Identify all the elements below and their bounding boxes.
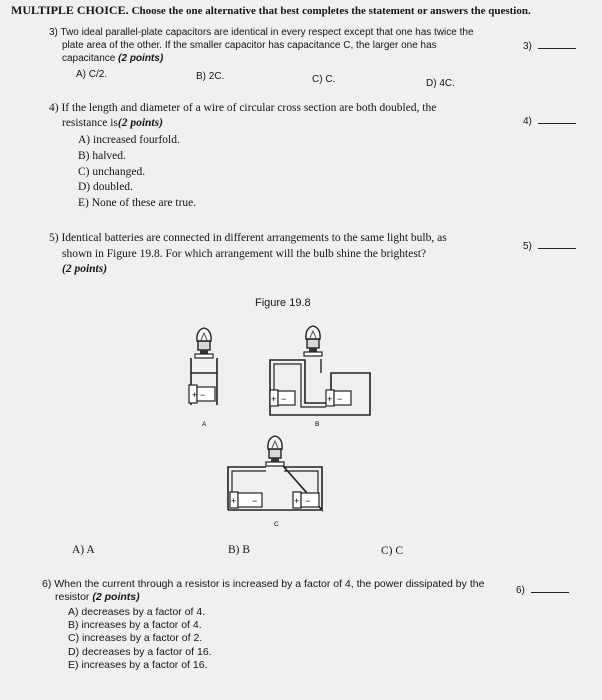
battery-plus: + [192,390,198,400]
answer-label: 4) [523,116,532,127]
circuit-a [189,328,217,428]
answer-label: 6) [516,585,525,596]
question-points: (2 points) [62,263,108,275]
circuit-c [228,436,322,528]
answer-line[interactable] [538,113,576,124]
battery-minus: − [305,496,311,506]
battery-minus: − [281,394,287,404]
bulb-icon [195,328,213,358]
battery-minus: − [200,390,206,400]
answer-blank-6[interactable] [516,582,569,597]
circuit-b [270,326,370,428]
question-line-with-points [62,117,163,130]
battery-plus: + [271,394,277,404]
question-points: (2 points) [118,53,164,64]
choice-5b[interactable]: B) B [228,544,251,556]
choice-4a[interactable]: A) increased fourfold. [78,134,180,146]
question-number: 4) [49,102,59,114]
choice-4b[interactable]: B) halved. [78,150,126,162]
question-line: capacitance [62,53,116,64]
question-5 [49,232,447,245]
battery-minus: − [252,496,258,506]
choice-3b[interactable]: B) 2C. [196,71,225,82]
answer-blank-3[interactable] [523,38,576,53]
choice-6d[interactable]: D) decreases by a factor of 16. [68,646,212,658]
bulb-icon [304,326,322,356]
choice-4d[interactable]: D) doubled. [78,181,133,193]
choice-6c[interactable]: C) increases by a factor of 2. [68,632,203,644]
header-title: MULTIPLE CHOICE. [11,3,129,17]
question-3 [49,27,474,39]
figure-19-8 [170,315,390,535]
answer-label: 5) [523,241,532,252]
question-number: 5) [49,232,59,244]
question-line: resistor [55,591,90,603]
bulb-icon [266,436,284,466]
choice-6e[interactable]: E) increases by a factor of 16. [68,659,208,671]
question-line: Identical batteries are connected in different arrangements to the same light bulb, as [61,232,447,244]
question-number: 3) [49,27,58,38]
question-line: resistance is [62,117,118,129]
figure-title: Figure 19.8 [255,297,311,309]
battery-plus: + [231,496,237,506]
question-line: If the length and diameter of a wire of circular cross section are both doubled, the [61,102,437,114]
choice-4e[interactable]: E) None of these are true. [78,197,197,209]
battery-minus: − [337,394,343,404]
figure-label-c: C [274,521,279,528]
choice-6b[interactable]: B) increases by a factor of 4. [68,619,202,631]
answer-line[interactable] [538,238,576,249]
figure-label-a: A [202,421,207,428]
question-points: (2 points) [117,117,163,129]
header [11,3,531,18]
question-line: Two ideal parallel-plate capacitors are identical in every respect except that one has twice the [60,27,474,38]
choice-3d[interactable]: D) 4C. [426,78,455,89]
battery-icon [238,493,262,507]
figure-label-b: B [315,421,320,428]
choice-6a[interactable]: A) decreases by a factor of 4. [68,606,206,618]
question-4 [49,102,436,115]
question-line-with-points [62,53,163,65]
battery-plus: + [294,496,300,506]
answer-line[interactable] [538,38,576,49]
choice-4c[interactable]: C) unchanged. [78,166,146,178]
battery-plus: + [327,394,333,404]
answer-line[interactable] [531,582,569,593]
choice-3c[interactable]: C) C. [312,74,336,85]
header-instructions: Choose the one alternative that best completes the statement or answers the question. [131,5,531,17]
question-number: 6) [42,578,52,590]
choice-5a[interactable]: A) A [72,544,95,556]
answer-label: 3) [523,41,532,52]
question-line: plate area of the other. If the smaller capacitor has capacitance C, the larger one has [62,40,437,51]
choice-5c[interactable]: C) C [381,545,404,557]
question-line: shown in Figure 19.8. For which arrangement will the bulb shine the brightest? [62,248,427,260]
answer-blank-4[interactable] [523,113,576,128]
question-6 [42,578,484,590]
question-points: (2 points) [92,591,140,603]
choice-3a[interactable]: A) C/2. [76,69,108,80]
answer-blank-5[interactable] [523,238,576,253]
question-line: When the current through a resistor is increased by a factor of 4, the power dissipated by the [54,578,485,590]
question-line-with-points [55,591,140,603]
